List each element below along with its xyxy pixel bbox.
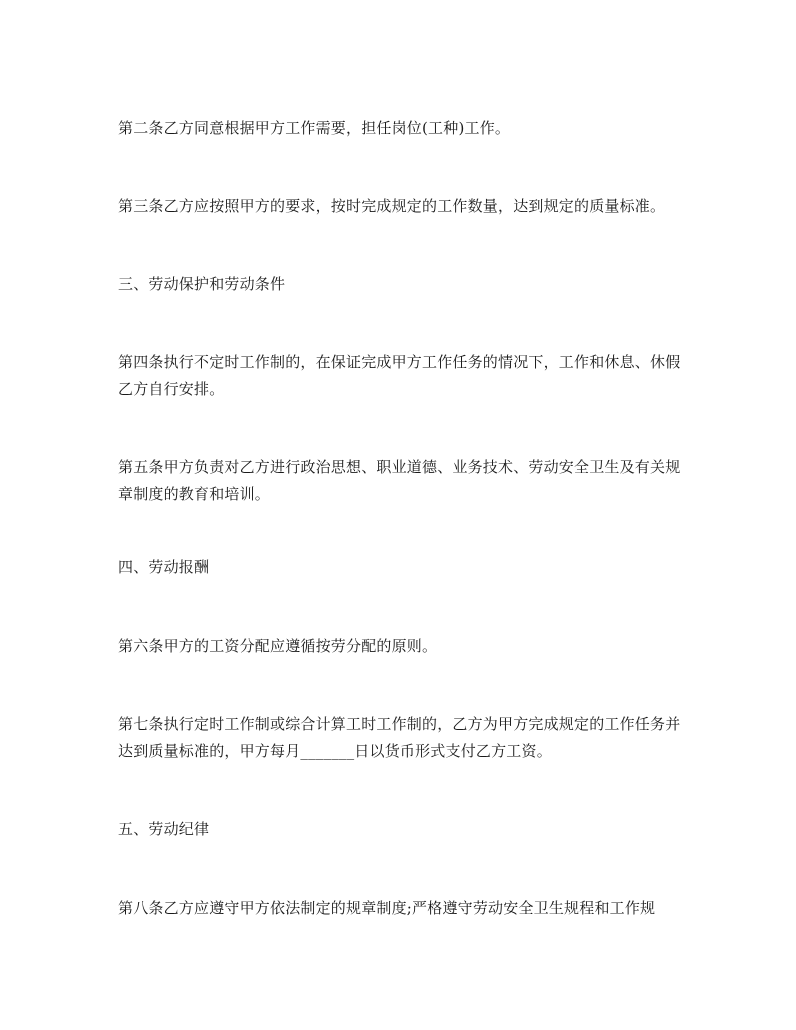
article-4-paragraph: 第四条执行不定时工作制的，在保证完成甲方工作任务的情况下，工作和休息、休假乙方自行安排。 <box>118 353 681 398</box>
article-5-paragraph: 第五条甲方负责对乙方进行政治思想、职业道德、业务技术、劳动安全卫生及有关规章制度的教育和培训。 <box>118 458 681 503</box>
article-7-paragraph: 第七条执行定时工作制或综合计算工时工作制的，乙方为甲方完成规定的工作任务并达到质量标准的，甲方每月_______日以货币形式支付乙方工资。 <box>118 715 681 760</box>
article-8-paragraph: 第八条乙方应遵守甲方依法制定的规章制度;严格遵守劳动安全卫生规程和工作规 <box>118 899 656 917</box>
article-2-paragraph: 第二条乙方同意根据甲方工作需要，担任岗位(工种)工作。 <box>118 119 511 137</box>
article-6-paragraph: 第六条甲方的工资分配应遵循按劳分配的原则。 <box>118 637 438 655</box>
section-4-heading: 四、劳动报酬 <box>118 558 210 576</box>
article-3-paragraph: 第三条乙方应按照甲方的要求，按时完成规定的工作数量，达到规定的质量标准。 <box>118 197 666 215</box>
section-3-heading: 三、劳动保护和劳动条件 <box>118 275 286 293</box>
section-5-heading: 五、劳动纪律 <box>118 820 210 838</box>
